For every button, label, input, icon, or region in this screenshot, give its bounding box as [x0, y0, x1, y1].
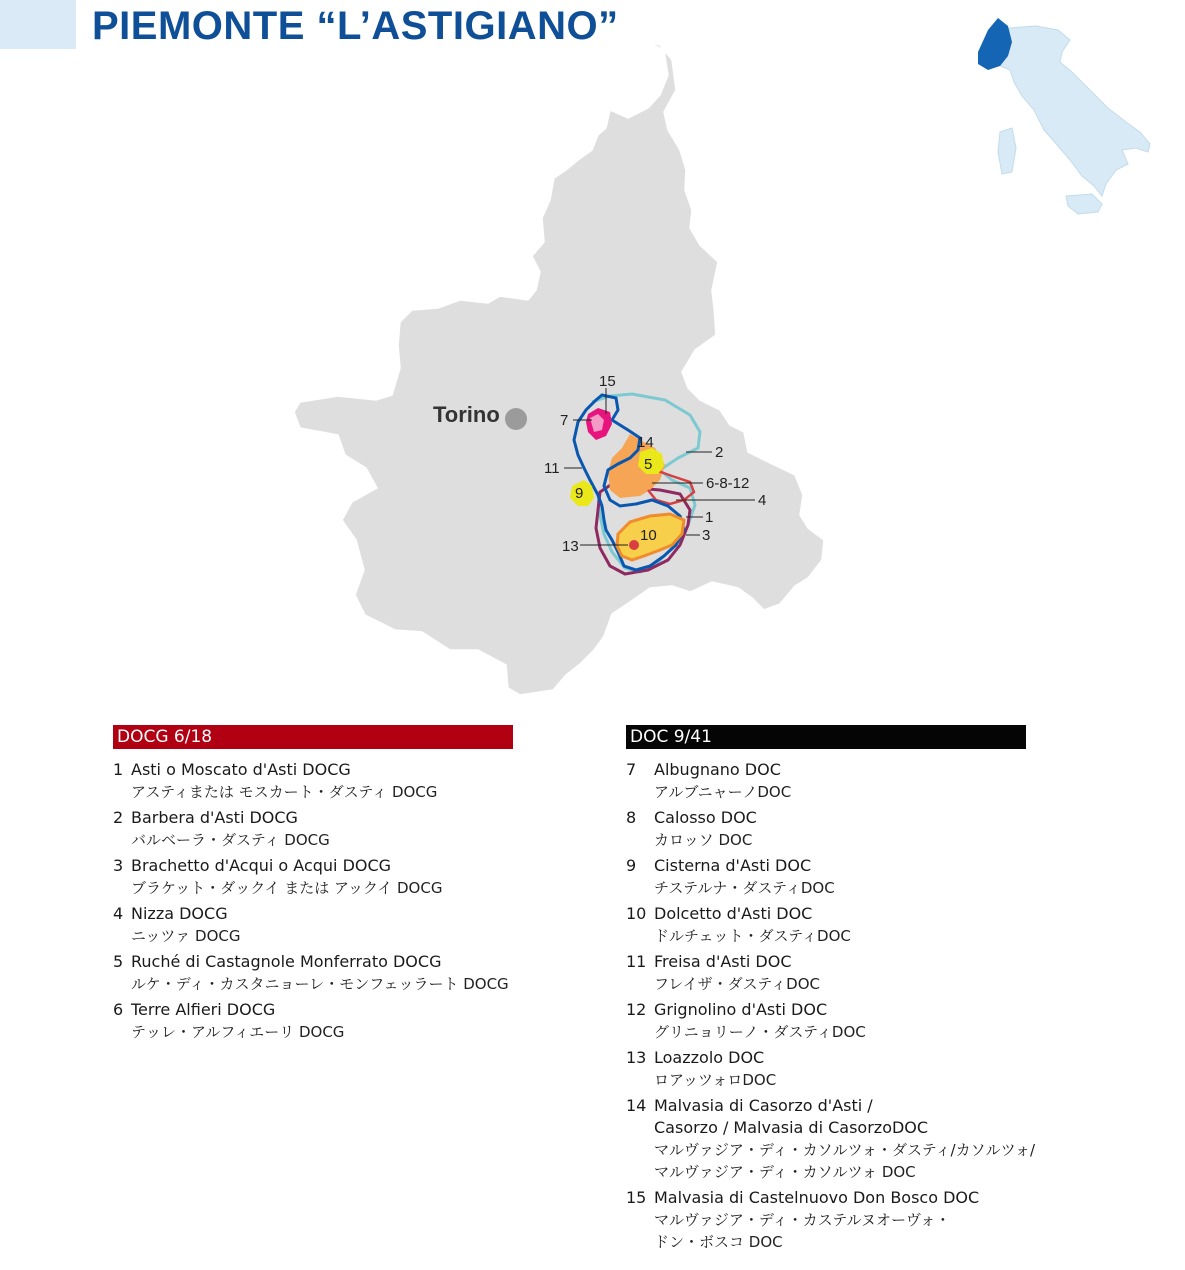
entry-number: 8: [626, 808, 637, 827]
entry-number: 7: [626, 760, 637, 779]
entry-number: 13: [626, 1048, 647, 1067]
map-label-13: 13: [562, 538, 579, 555]
map-label-6-8-12: 6-8-12: [706, 475, 750, 492]
entry-name-it: Cisterna d'Asti DOC: [654, 856, 812, 875]
entry-name-ja: カロッソ DOC: [654, 831, 753, 849]
map-label-10: 10: [640, 527, 657, 544]
entry-number: 2: [113, 808, 124, 827]
entry-name-it: Calosso DOC: [654, 808, 757, 827]
entry-name-ja: ブラケット・ダックイ または アックイ DOCG: [131, 879, 443, 897]
entry-name-it: Terre Alfieri DOCG: [131, 1000, 276, 1019]
map-label-7: 7: [560, 412, 569, 429]
entry-name-it: Albugnano DOC: [654, 760, 781, 779]
doc-entry-8: [626, 807, 1026, 851]
italy-inset-map: [978, 18, 1150, 214]
entry-name-ja: ニッツァ DOCG: [131, 927, 241, 945]
docg-entry-4: [113, 903, 513, 947]
docg-entry-6: [113, 999, 513, 1043]
entry-number: 15: [626, 1188, 647, 1207]
entry-name-it: Loazzolo DOC: [654, 1048, 765, 1067]
zone-13-dot: [629, 540, 639, 550]
entry-name-ja: ロアッツォロDOC: [654, 1071, 777, 1089]
map-label-11: 11: [544, 460, 560, 477]
docg-section: [113, 725, 513, 1047]
map-label-1: 1: [705, 509, 714, 526]
doc-entry-9: [626, 855, 1026, 899]
entry-number: 1: [113, 760, 124, 779]
map-label-3: 3: [702, 527, 711, 544]
entry-name-ja: チステルナ・ダスティDOC: [654, 879, 835, 897]
map-label-15: 15: [599, 373, 616, 390]
entry-name-it: Ruché di Castagnole Monferrato DOCG: [131, 952, 442, 971]
entry-name-it-line2: Casorzo / Malvasia di CasorzoDOC: [654, 1118, 929, 1137]
entry-name-ja: テッレ・アルフィエーリ DOCG: [131, 1023, 345, 1041]
entry-name-ja: フレイザ・ダスティDOC: [654, 975, 820, 993]
entry-number: 11: [626, 952, 647, 971]
doc-entry-13: [626, 1047, 1026, 1091]
entry-name-ja: ドルチェット・ダスティDOC: [654, 927, 851, 945]
entry-name-ja: ルケ・ディ・カスタニョーレ・モンフェッラート DOCG: [131, 975, 509, 993]
docg-entry-2: [113, 807, 513, 851]
docg-header: DOCG 6/18: [113, 725, 513, 749]
entry-name-it: Grignolino d'Asti DOC: [654, 1000, 828, 1019]
torino-dot: [505, 408, 527, 430]
entry-name-ja: マルヴァジア・ディ・カソルツォ・ダスティ/カソルツォ/: [654, 1141, 1036, 1159]
entry-number: 5: [113, 952, 124, 971]
entry-number: 9: [626, 856, 637, 875]
doc-entry-15: [626, 1187, 1026, 1253]
entry-name-it: Nizza DOCG: [131, 904, 228, 923]
entry-number: 3: [113, 856, 124, 875]
entry-number: 14: [626, 1096, 647, 1115]
map-label-5: 5: [644, 456, 653, 473]
docg-entry-3: [113, 855, 513, 899]
doc-list: [626, 759, 1036, 1253]
entry-name-ja: バルベーラ・ダスティ DOCG: [131, 831, 330, 849]
entry-name-it: Malvasia di Castelnuovo Don Bosco DOC: [654, 1188, 980, 1207]
entry-name-ja: グリニョリーノ・ダスティDOC: [654, 1023, 866, 1041]
doc-entry-10: [626, 903, 1026, 947]
entry-number: 12: [626, 1000, 647, 1019]
docg-entry-5: [113, 951, 513, 995]
doc-entry-14: [626, 1095, 1036, 1183]
torino-label: Torino: [433, 402, 500, 427]
piemonte-region: [294, 42, 824, 695]
map-label-2: 2: [715, 444, 724, 461]
entry-name-ja: アスティまたは モスカート・ダスティ DOCG: [131, 783, 438, 801]
entry-name-ja: マルヴァジア・ディ・カステルヌオーヴォ・: [654, 1211, 951, 1229]
doc-section: [626, 725, 1036, 1257]
doc-header: DOC 9/41: [626, 725, 1026, 749]
doc-entry-7: [626, 759, 1026, 803]
page-title: PIEMONTE “L’ASTIGIANO”: [92, 4, 619, 48]
entry-name-it: Malvasia di Casorzo d'Asti /: [654, 1096, 873, 1115]
docg-entry-1: [113, 759, 513, 803]
entry-number: 4: [113, 904, 124, 923]
entry-name-it: Barbera d'Asti DOCG: [131, 808, 298, 827]
entry-number: 6: [113, 1000, 124, 1019]
entry-number: 10: [626, 904, 647, 923]
doc-entry-12: [626, 999, 1026, 1043]
map-label-4: 4: [758, 492, 767, 509]
entry-name-ja-line2: マルヴァジア・ディ・カソルツォ DOC: [654, 1163, 916, 1181]
entry-name-ja-line2: ドン・ボスコ DOC: [654, 1233, 783, 1251]
entry-name-it: Freisa d'Asti DOC: [654, 952, 792, 971]
docg-list: [113, 759, 513, 1043]
map-label-9: 9: [575, 485, 584, 502]
entry-name-it: Asti o Moscato d'Asti DOCG: [131, 760, 351, 779]
doc-entry-11: [626, 951, 1026, 995]
entry-name-ja: アルブニャーノDOC: [654, 783, 792, 801]
entry-name-it: Dolcetto d'Asti DOC: [654, 904, 813, 923]
entry-name-it: Brachetto d'Acqui o Acqui DOCG: [131, 856, 392, 875]
map-label-14: 14: [637, 434, 654, 451]
